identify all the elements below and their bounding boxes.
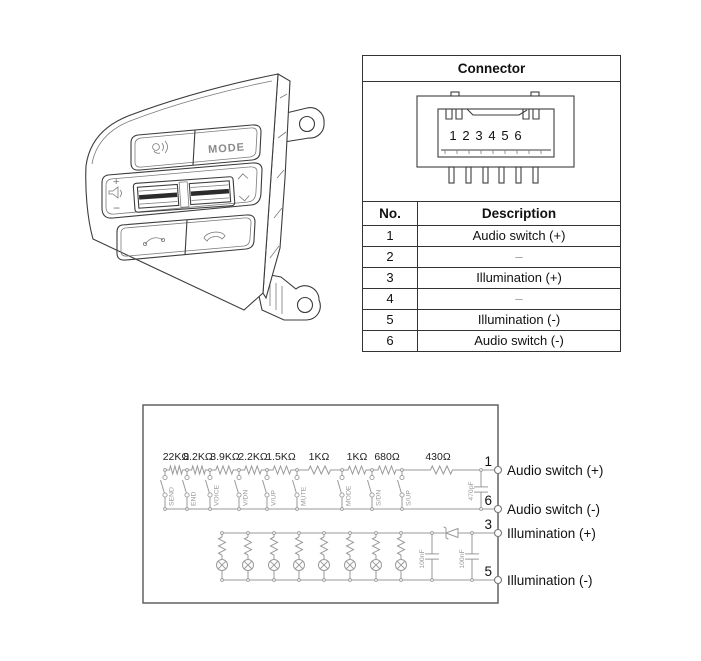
svg-text:Illumination (+): Illumination (+) xyxy=(507,526,596,541)
wire xyxy=(235,480,239,493)
svg-text:3: 3 xyxy=(484,517,492,532)
terminal-pin-6 xyxy=(495,506,502,513)
junction-dot xyxy=(375,532,378,535)
wire xyxy=(398,480,402,493)
bracket-hole-top xyxy=(300,117,315,132)
connector-pin-3: 3 xyxy=(475,128,483,143)
svg-text:Audio switch (-): Audio switch (-) xyxy=(507,502,601,517)
svg-text:8.2KΩ: 8.2KΩ xyxy=(183,451,213,463)
junction-dot xyxy=(238,469,241,472)
svg-text:5: 5 xyxy=(484,564,492,579)
wire xyxy=(293,480,297,493)
table-row: 3 Illumination (+) xyxy=(363,268,620,289)
wire xyxy=(446,538,449,539)
junction-dot xyxy=(266,508,269,511)
resistor-values xyxy=(163,451,451,463)
junction-dot xyxy=(221,532,224,535)
svg-text:S/DN: S/DN xyxy=(375,489,383,506)
svg-text:430Ω: 430Ω xyxy=(425,451,451,463)
svg-text:VOICE: VOICE xyxy=(213,484,221,506)
resistor-symbol xyxy=(373,537,380,555)
resistor-symbol xyxy=(297,466,342,474)
svg-text:V/UP: V/UP xyxy=(270,490,278,506)
junction-dot xyxy=(371,508,374,511)
circuit-terminals xyxy=(484,454,603,588)
junction-dot xyxy=(266,469,269,472)
junction-dot xyxy=(209,469,212,472)
switch-contact xyxy=(237,475,241,479)
switch-contact xyxy=(340,475,344,479)
resistor-symbol xyxy=(347,537,354,555)
wire xyxy=(206,480,210,493)
svg-text:Illumination (-): Illumination (-) xyxy=(507,573,593,588)
junction-dot xyxy=(341,508,344,511)
resistor-symbol xyxy=(210,466,239,474)
audio-capacitor-label: 470pF xyxy=(468,481,475,501)
wire xyxy=(263,480,267,493)
svg-text:1: 1 xyxy=(484,454,492,469)
svg-text:S/UP: S/UP xyxy=(405,490,413,506)
connector-pin-5: 5 xyxy=(501,128,509,143)
junction-dot xyxy=(375,579,378,582)
switch-contact xyxy=(163,475,167,479)
junction-dot xyxy=(247,579,250,582)
switch-contact xyxy=(185,475,189,479)
svg-text:1KΩ: 1KΩ xyxy=(346,451,368,463)
description-column-header: Description xyxy=(481,206,557,221)
svg-text:1.5KΩ: 1.5KΩ xyxy=(266,451,296,463)
junction-dot xyxy=(238,508,241,511)
svg-text:680Ω: 680Ω xyxy=(374,451,400,463)
junction-dot xyxy=(164,469,167,472)
switch-contact xyxy=(340,493,344,497)
connector-pin-4: 4 xyxy=(488,128,496,143)
switch-contact xyxy=(163,493,167,497)
svg-text:MUTE: MUTE xyxy=(300,486,308,506)
svg-text:6: 6 xyxy=(484,493,492,508)
switch-contact xyxy=(295,493,299,497)
junction-dot xyxy=(298,579,301,582)
junction-dot xyxy=(323,532,326,535)
junction-dot xyxy=(401,469,404,472)
junction-dot xyxy=(471,532,474,535)
connector-table-title: Connector xyxy=(363,56,620,82)
junction-dot xyxy=(431,532,434,535)
junction-dot xyxy=(471,579,474,582)
circuit-wires xyxy=(161,466,499,581)
svg-text:V/DN: V/DN xyxy=(242,489,250,506)
resistor-symbol xyxy=(219,537,226,555)
switch-contact xyxy=(295,475,299,479)
table-row: 6 Audio switch (-) xyxy=(363,331,620,351)
table-row: 2 – xyxy=(363,247,620,268)
illum-capacitor-label-2: 100nF xyxy=(459,549,466,569)
junction-dot xyxy=(186,469,189,472)
connector-terminal-pins xyxy=(449,167,538,183)
junction-dot xyxy=(431,579,434,582)
mode-button-label: MODE xyxy=(207,141,246,157)
connector-pin-6: 6 xyxy=(514,128,522,143)
junction-dot xyxy=(298,532,301,535)
switch-contact xyxy=(185,493,189,497)
switch-contact xyxy=(400,475,404,479)
resistor-symbol xyxy=(398,537,405,555)
switch-contact xyxy=(208,475,212,479)
junction-dot xyxy=(371,469,374,472)
junction-dot xyxy=(186,508,189,511)
terminal-pin-5 xyxy=(495,577,502,584)
resistor-symbol xyxy=(402,466,481,474)
no-column-header: No. xyxy=(363,202,418,225)
junction-dot xyxy=(480,469,483,472)
junction-dot xyxy=(221,579,224,582)
circuit-diagram xyxy=(138,396,608,621)
junction-dot xyxy=(247,532,250,535)
svg-text:22KΩ: 22KΩ xyxy=(162,451,190,463)
illum-capacitor-label-1: 100nF xyxy=(419,549,426,569)
volume-minus-label: − xyxy=(113,201,121,215)
terminal-pin-3 xyxy=(495,530,502,537)
resistor-symbol xyxy=(342,466,372,474)
switch-contact xyxy=(265,493,269,497)
connector-drawing xyxy=(363,82,620,202)
svg-text:1KΩ: 1KΩ xyxy=(308,451,330,463)
table-row: 5 Illumination (-) xyxy=(363,310,620,331)
resistor-symbol xyxy=(187,466,210,474)
wire xyxy=(368,480,372,493)
junction-dot xyxy=(400,579,403,582)
bracket-hole-bottom xyxy=(298,298,313,313)
switch-housing xyxy=(86,74,278,310)
connector-pin-2: 2 xyxy=(462,128,470,143)
table-row: 4 – xyxy=(363,289,620,310)
svg-text:MODE: MODE xyxy=(345,485,353,506)
switch-contact xyxy=(370,493,374,497)
switch-contact xyxy=(265,475,269,479)
junction-dot xyxy=(323,579,326,582)
switch-contact xyxy=(237,493,241,497)
junction-dot xyxy=(480,508,483,511)
junction-dot xyxy=(209,508,212,511)
junction-dot xyxy=(273,579,276,582)
junction-dot xyxy=(401,508,404,511)
junction-dot xyxy=(164,508,167,511)
svg-text:2.2KΩ: 2.2KΩ xyxy=(238,451,268,463)
steering-remote-drawing xyxy=(56,58,356,358)
resistor-symbol xyxy=(372,466,402,474)
resistor-symbol xyxy=(296,537,303,555)
junction-dot xyxy=(296,508,299,511)
terminal-pin-1 xyxy=(495,467,502,474)
junction-dot xyxy=(341,469,344,472)
junction-dot xyxy=(349,579,352,582)
resistor-symbol xyxy=(165,466,187,474)
diode-symbol xyxy=(446,529,458,538)
switch-labels xyxy=(169,484,413,506)
junction-dot xyxy=(400,532,403,535)
wire xyxy=(183,480,187,493)
svg-text:Audio switch (+): Audio switch (+) xyxy=(507,463,604,478)
switch-contact xyxy=(370,475,374,479)
wire xyxy=(444,527,447,528)
junction-dot xyxy=(349,532,352,535)
table-header-row xyxy=(363,202,620,226)
svg-text:3.9KΩ: 3.9KΩ xyxy=(210,451,240,463)
junction-dot xyxy=(273,532,276,535)
resistor-symbol xyxy=(321,537,328,555)
resistor-symbol xyxy=(267,466,297,474)
switch-contact xyxy=(208,493,212,497)
resistor-symbol xyxy=(271,537,278,555)
svg-text:END: END xyxy=(190,491,198,506)
connector-table xyxy=(362,55,621,352)
junction-dot xyxy=(296,469,299,472)
table-row: 1 Audio switch (+) xyxy=(363,226,620,247)
wire xyxy=(161,480,165,493)
resistor-symbol xyxy=(239,466,267,474)
wire xyxy=(338,480,342,493)
switch-contact xyxy=(400,493,404,497)
svg-text:SEND: SEND xyxy=(168,487,176,506)
volume-plus-label: + xyxy=(113,176,120,188)
resistor-symbol xyxy=(245,537,252,555)
connector-pin-1: 1 xyxy=(449,128,457,143)
